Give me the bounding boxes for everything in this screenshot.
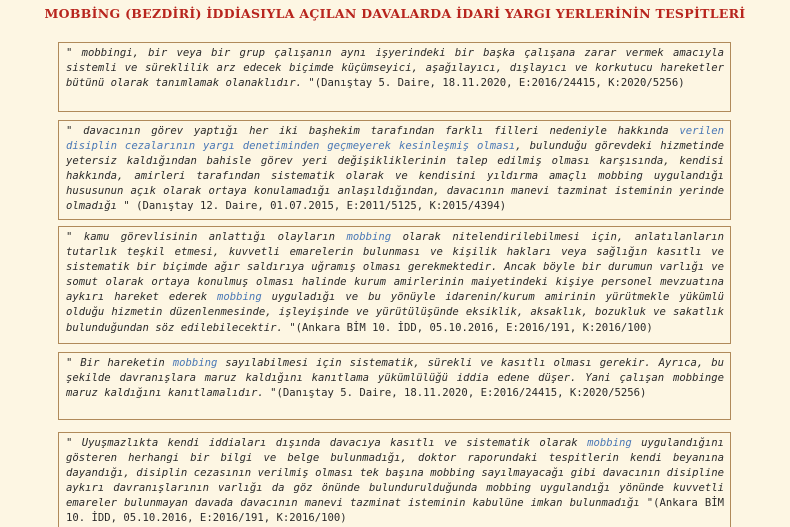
quote-body-continued: uygulandığını gösteren herhangi bir bilgi ve belge bulunmadığı, doktor raporundaki tespitlerin kendi beyanına dayandığı, disiplin cezasının verilmiş olması tek başına mobbing sayılmayacağı gibi davacının disipline aykırı davranışlarının varlığı da göz önünde bulundurulduğunda mobbing uygulandığı yönünde kuvvetli emareler bulunmayan davada davacının manevi tazminat isteminin kabulüne imkan bulunmadığı bbox=[66, 437, 725, 510]
quote-highlight: mobbing bbox=[217, 291, 262, 304]
quote-body-continued: sayılabilmesi için sistematik, sürekli ve kasıtlı olması gerekir. Ayrıca, bu şekilde davranışlara maruz kaldığını kanıtlama yükümlülüğü iddia edene düşer. Yani çalışan mobbinge maruz kaldığını kanıtlamalıdır. bbox=[66, 357, 724, 400]
quote-text bbox=[59, 353, 730, 401]
quote-text bbox=[59, 227, 730, 336]
quote-box-3 bbox=[58, 226, 731, 344]
quote-body-continued: , bulunduğu görevdeki hizmetinde yetersiz kaldığından bahisle görev yeri değişikliklerinin talep edilmiş olması karşısında, kendisi hakkında, amirleri tarafından sistematik olarak ve kendisini yıldırma amaçlı mobbing uygulandığı hususunun açık olarak ortaya konulamadığı anlaşıldığından, davacının manevi tazminat isteminin yerinde olmadığı " bbox=[66, 140, 724, 213]
quote-body-middle: olarak nitelendirilebilmesi için, anlatılanların tutarlık teşkil etmesi, kuvvetli emarelerin bulunması ve kişilik hakları veya sağlığın kasıtlı ve sistematik bir biçimde ağır saldırıya uğramış olması gerekmektedir. Ancak böyle bir durumun varlığı ve somut olarak ortaya konulmuş olması halinde kurum amirlerinin maiyetindeki kişiye personel mevzuatına aykırı hareket ederek bbox=[66, 231, 724, 304]
quote-body: " davacının görev yaptığı her iki başhekim tarafından farklı filleri nedeniyle hakkında bbox=[66, 125, 680, 137]
quote-highlight: mobbing bbox=[172, 357, 218, 369]
quote-highlight: verilen disiplin cezalarının yargı denetiminden geçmeyerek kesinleşmiş olması bbox=[66, 125, 724, 153]
page-title: MOBBİNG (BEZDİRİ) İDDİASIYLA AÇILAN DAVALARDA İDARİ YARGI YERLERİNİN TESPİTLERİ bbox=[44, 6, 746, 21]
quote-body: " kamu görevlisinin anlattığı olayların bbox=[66, 231, 347, 243]
quote-body: " Bir hareketin bbox=[66, 357, 173, 369]
quote-highlight: mobbing bbox=[587, 437, 632, 449]
quote-box-4 bbox=[58, 352, 731, 420]
quote-body: " mobbingi, bir veya bir grup çalışanın aynı işyerindeki bir başka çalışana zarar vermek amacıyla sistemli ve süreklilik arz edecek biçimde küçümseyici, aşağılayıcı, dışlayıcı ve korkutucu hareketler bütünü olarak tanımlamak olanaklıdır. bbox=[66, 47, 724, 90]
quote-citation: "(Ankara BİM 10. İDD, 05.10.2016, E:2016/191, K:2016/100) bbox=[282, 321, 653, 334]
quote-text bbox=[59, 43, 730, 91]
quote-body: " Uyuşmazlıkta kendi iddiaları dışında davacıya kasıtlı ve sistematik olarak bbox=[66, 437, 588, 449]
quote-box-2 bbox=[58, 120, 731, 220]
quote-box-1 bbox=[58, 42, 731, 112]
quote-text bbox=[59, 433, 730, 527]
quote-citation: (Danıştay 12. Daire, 01.07.2015, E:2011/5125, K:2015/4394) bbox=[129, 200, 507, 213]
quote-body-continued: uyguladığı ve bu yönüyle idarenin/kurum amirinin yürütmekle yükümlü olduğu hizmetin düzenlenmesinde, işleyişinde ve yürütülüşünde eksiklik, aksaklık, bozukluk ve sakatlık bulunduğundan söz edilebilecektir. bbox=[66, 291, 724, 334]
quote-citation: "(Danıştay 5. Daire, 18.11.2020, E:2016/24415, K:2020/5256) bbox=[302, 77, 685, 90]
quote-highlight: mobbing bbox=[346, 231, 392, 243]
quote-citation: "(Danıştay 5. Daire, 18.11.2020, E:2016/24415, K:2020/5256) bbox=[263, 387, 647, 400]
quote-text bbox=[59, 121, 730, 215]
quote-citation: "(Ankara BİM 10. İDD, 05.10.2016, E:2016/191, K:2016/100) bbox=[66, 497, 725, 525]
quote-box-5 bbox=[58, 432, 731, 527]
